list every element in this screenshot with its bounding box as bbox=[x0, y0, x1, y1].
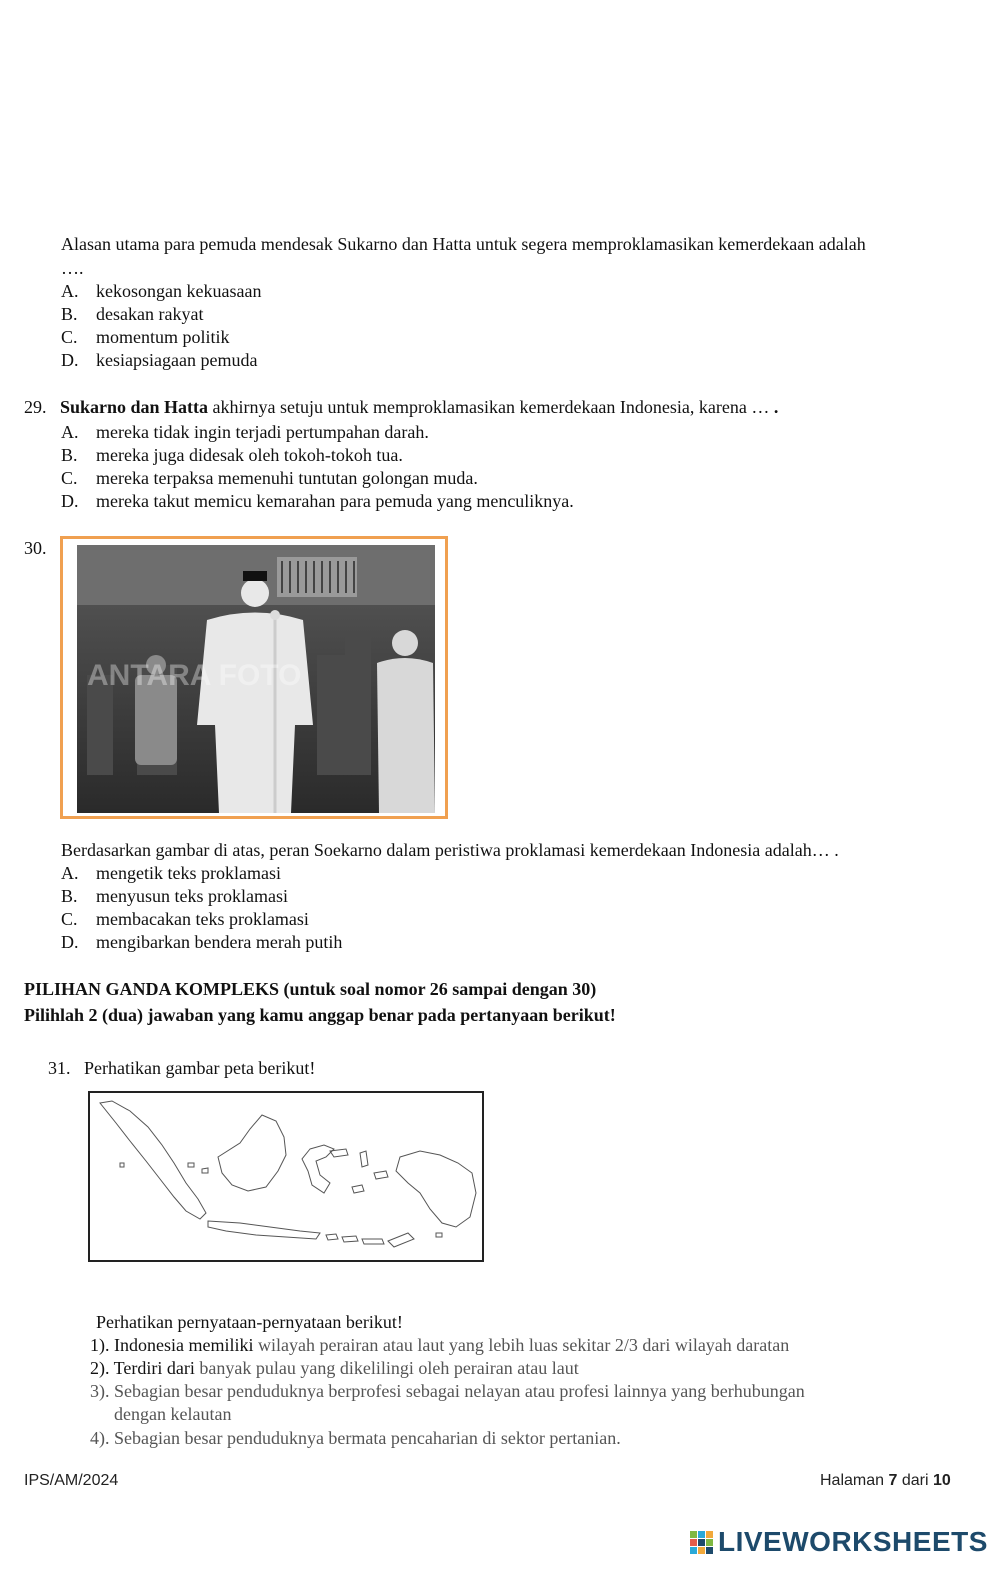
q31-statement-4: 4). Sebagian besar penduduknya bermata pencaharian di sektor pertanian. bbox=[90, 1428, 621, 1448]
q31-number: 31. bbox=[48, 1058, 71, 1078]
q31-statements-intro: Perhatikan pernyataan-pernyataan berikut! bbox=[96, 1312, 403, 1332]
liveworksheets-logo-icon bbox=[690, 1531, 714, 1555]
q30-number: 30. bbox=[24, 538, 47, 558]
q30-option-d: D. mengibarkan bendera merah putih bbox=[61, 932, 343, 952]
q30-stem: Berdasarkan gambar di atas, peran Soekarno dalam peristiwa proklamasi kemerdekaan Indonesia adalah… . bbox=[61, 840, 839, 860]
q31-stem: 31. Perhatikan gambar peta berikut! bbox=[48, 1058, 316, 1078]
q28-option-b: B. desakan rakyat bbox=[61, 304, 204, 324]
q29-option-a: A. mereka tidak ingin terjadi pertumpahan darah. bbox=[61, 422, 429, 442]
liveworksheets-logo-text: LIVEWORKSHEETS bbox=[718, 1526, 988, 1557]
q31-statement-2: 2). Terdiri dari banyak pulau yang dikelilingi oleh perairan atau laut bbox=[90, 1358, 579, 1378]
q30-option-c: C. membacakan teks proklamasi bbox=[61, 909, 309, 929]
q31-statement-3: 3). Sebagian besar penduduknya berprofesi sebagai nelayan atau profesi lainnya yang berhubungan bbox=[90, 1381, 805, 1401]
photo-watermark: ANTARA FOTO bbox=[87, 659, 302, 692]
indonesia-map-image bbox=[90, 1093, 482, 1260]
q29-number: 29. bbox=[24, 397, 47, 417]
footer-page-number: Halaman 7 dari 10 bbox=[820, 1472, 951, 1489]
footer-code: IPS/AM/2024 bbox=[24, 1472, 119, 1489]
section-instruction: Pilihlah 2 (dua) jawaban yang kamu anggap benar pada pertanyaan berikut! bbox=[24, 1005, 616, 1025]
q30-option-b: B. menyusun teks proklamasi bbox=[61, 886, 288, 906]
q28-option-d: D. kesiapsiagaan pemuda bbox=[61, 350, 258, 370]
q28-stem-line2: …. bbox=[61, 258, 84, 278]
indonesia-map-frame bbox=[88, 1091, 484, 1262]
q29-option-c: C. mereka terpaksa memenuhi tuntutan golongan muda. bbox=[61, 468, 478, 488]
q30-option-a: A. mengetik teks proklamasi bbox=[61, 863, 281, 883]
q28-option-a: A. kekosongan kekuasaan bbox=[61, 281, 262, 301]
q29-option-d: D. mereka takut memicu kemarahan para pemuda yang menculiknya. bbox=[61, 491, 574, 511]
q28-stem-line1: Alasan utama para pemuda mendesak Sukarno dan Hatta untuk segera memproklamasikan kemerdekaan adalah bbox=[61, 234, 866, 254]
q31-statement-3-continued: dengan kelautan bbox=[114, 1404, 232, 1424]
q29-stem: 29. Sukarno dan Hatta akhirnya setuju untuk memproklamasikan kemerdekaan Indonesia, karena … . bbox=[24, 397, 779, 417]
liveworksheets-logo[interactable] bbox=[690, 1526, 990, 1562]
q28-option-c: C. momentum politik bbox=[61, 327, 230, 347]
proclamation-photo-frame bbox=[60, 536, 448, 819]
proclamation-photo-image bbox=[77, 545, 435, 813]
q31-statement-1: 1). Indonesia memiliki wilayah perairan atau laut yang lebih luas sekitar 2/3 dari wilayah daratan bbox=[90, 1335, 790, 1355]
q29-option-b: B. mereka juga didesak oleh tokoh-tokoh tua. bbox=[61, 445, 403, 465]
proclamation-photo bbox=[77, 545, 435, 813]
section-heading: PILIHAN GANDA KOMPLEKS (untuk soal nomor 26 sampai dengan 30) bbox=[24, 979, 597, 999]
